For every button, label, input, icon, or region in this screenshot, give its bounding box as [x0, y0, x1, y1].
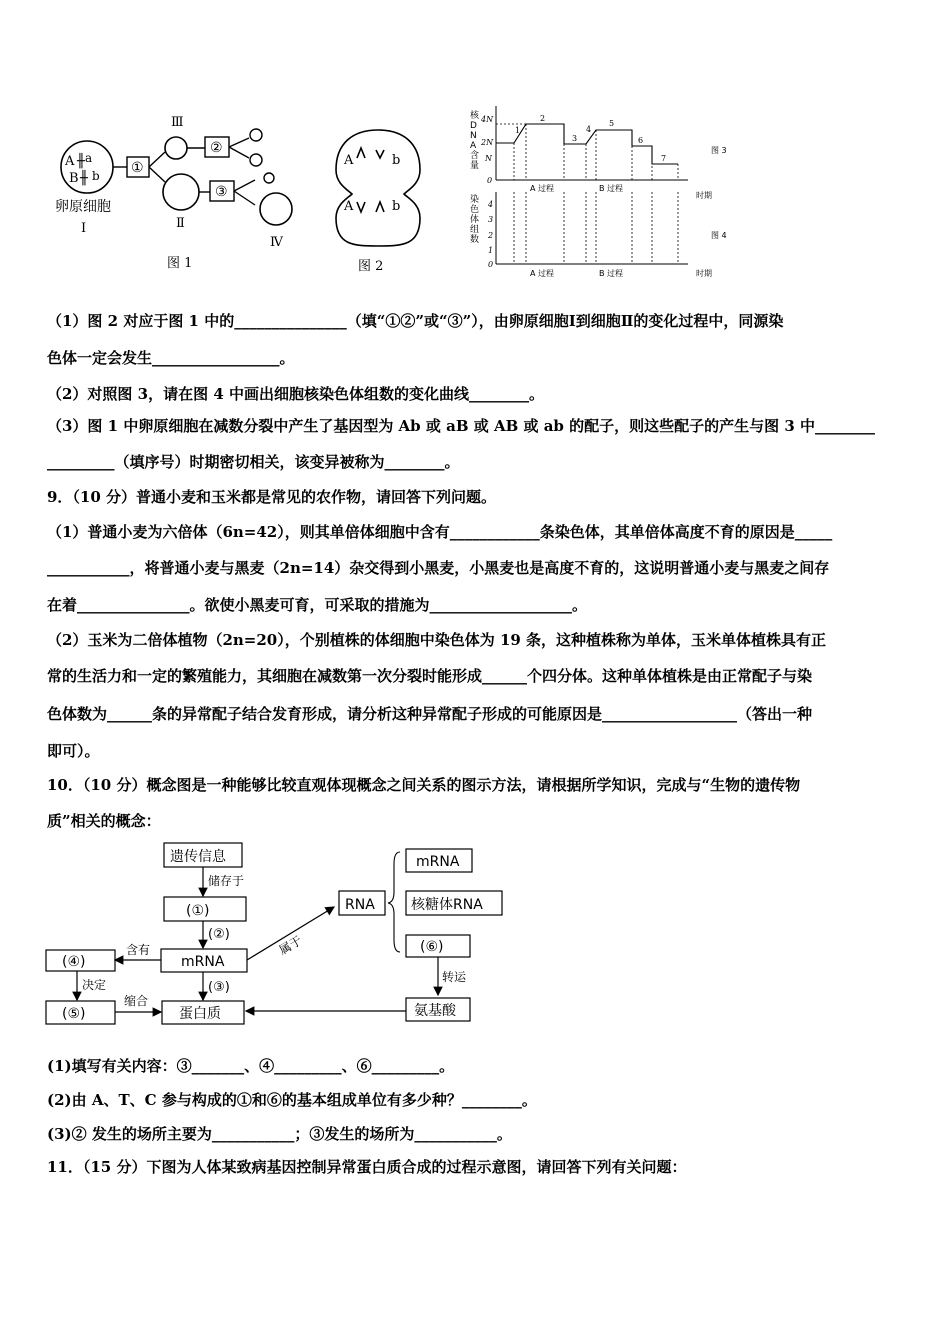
- fig3-tick-N: N: [485, 154, 492, 163]
- q9-title: 9．（10 分）普通小麦和玉米都是常见的农作物，请回答下列问题。: [47, 488, 497, 506]
- gene-B: B: [69, 171, 79, 186]
- cell-II: [163, 174, 199, 210]
- q10-part2: (2)由 A、T、C 参与构成的①和⑥的基本组成单位有多少种？________。: [47, 1091, 537, 1109]
- fig3-process-a: A 过程: [530, 184, 555, 193]
- bottom-right-gene: b: [392, 199, 401, 214]
- fig3-y-title: 核 D N A 含量: [470, 111, 480, 171]
- chromosome-marks-2: ╫: [80, 171, 88, 186]
- q8-part1-line1: （1）图 2 对应于图 1 中的_______________（填“①②”或“③”），由卵原细胞Ⅰ到细胞Ⅱ的变化过程中，同源染: [47, 312, 784, 330]
- label-II: Ⅱ: [176, 216, 185, 231]
- q10-title-line2: 质”相关的概念：: [47, 812, 161, 830]
- fig3-tick-0: 0: [487, 176, 493, 185]
- fig4-tick-0: 0: [488, 260, 494, 269]
- transport-label: 转运: [442, 970, 467, 984]
- top-left-gene: A: [344, 153, 354, 168]
- oocyte-label: 卵原细胞: [55, 199, 111, 215]
- stage-7: 7: [661, 154, 667, 163]
- rrna-label: 核糖体RNA: [411, 897, 483, 913]
- box-1-label: ①: [131, 160, 144, 176]
- fig4-process-b: B 过程: [599, 269, 624, 278]
- box-5-label: (⑤): [62, 1006, 86, 1022]
- box-1-concept-label: (①): [186, 903, 210, 919]
- q9-part1-line1: （1）普通小麦为六倍体（6n=42），则其单倍体细胞中含有____________条染色体，其单倍体高度不育的原因是_____: [47, 523, 833, 541]
- stage-1: 1: [515, 126, 521, 135]
- gene-b: b: [92, 169, 100, 183]
- stage-6: 6: [638, 136, 644, 145]
- belongs-to-label: 属于: [276, 933, 305, 958]
- fig4-tick-4: 4: [488, 200, 494, 209]
- box-3-label: ③: [215, 184, 228, 200]
- fig4-tick-3: 3: [488, 215, 494, 224]
- genetic-info-label: 遗传信息: [170, 849, 226, 865]
- q9-part2-line3: 色体数为______条的异常配子结合发育形成，请分析这种异常配子形成的可能原因是__________________（答出一种: [47, 705, 813, 723]
- determines-label: 决定: [82, 978, 107, 992]
- fig4-x-label: 时期: [696, 269, 712, 278]
- fig3-caption: 图 3: [711, 146, 727, 155]
- arrow-3-label: (③): [208, 980, 230, 995]
- q9-part2-line1: （2）玉米为二倍体植物（2n=20），个别植株的体细胞中染色体为 19 条，这种植株称为单体，玉米单体植株具有正: [47, 631, 827, 649]
- figure-2: [328, 118, 428, 283]
- cell-IV: [260, 193, 292, 225]
- bottom-left-gene: A: [344, 199, 354, 214]
- label-I: Ⅰ: [81, 221, 87, 236]
- chromosome-marks: ╫: [77, 154, 85, 169]
- rna-label: RNA: [345, 897, 375, 913]
- label-III: Ⅲ: [171, 115, 184, 130]
- dividing-cell: [336, 130, 420, 246]
- box-6-label: (⑥): [420, 939, 444, 955]
- concept-map: [44, 840, 514, 1030]
- stage-5: 5: [609, 119, 615, 128]
- brace: [388, 852, 400, 952]
- mrna-right-label: mRNA: [416, 854, 460, 870]
- fig3-tick-2N: 2N: [481, 138, 494, 147]
- fig3-x-label: 时期: [696, 191, 712, 200]
- figure-2-caption: 图 2: [358, 259, 384, 274]
- gene-a: a: [85, 151, 93, 165]
- arrow-2-label: (②): [208, 927, 230, 942]
- box-2-label: ②: [210, 140, 223, 156]
- q10-part3: (3)② 发生的场所主要为___________；③发生的场所为___________。: [47, 1125, 512, 1143]
- q8-part3-line2: _________（填序号）时期密切相关，该变异被称为________。: [47, 453, 460, 471]
- stage-2: 2: [540, 114, 546, 123]
- q9-part1-line3: 在着_______________。欲使小黑麦可育，可采取的措施为___________________。: [47, 596, 588, 614]
- gene-A: A: [65, 154, 75, 169]
- contains-label: 含有: [126, 943, 151, 957]
- fig4-tick-1: 1: [488, 246, 494, 255]
- figure-1: [55, 110, 305, 285]
- q10-title-line1: 10．（10 分）概念图是一种能够比较直观体现概念之间关系的图示方法，请根据所学知识，完成与“生物的遗传物: [47, 776, 801, 794]
- figure-1-caption: 图 1: [167, 256, 193, 271]
- q8-part1-line2: 色体一定会发生_________________。: [47, 349, 295, 367]
- fig3-tick-4N: 4N: [481, 115, 494, 124]
- q9-part1-line2: ___________，将普通小麦与黑麦（2n=14）杂交得到小黑麦，小黑麦也是高度不育的，这说明普通小麦与黑麦之间存: [47, 559, 830, 577]
- fig4-y-title: 染色体组数: [470, 195, 480, 245]
- label-IV: Ⅳ: [270, 235, 283, 250]
- cell-III: [165, 137, 187, 159]
- q9-part2-line4: 即可）。: [47, 742, 100, 760]
- q10-part1: (1)填写有关内容：③_______、④_________、⑥_________。: [47, 1057, 455, 1075]
- q9-part2-line2: 常的生活力和一定的繁殖能力，其细胞在减数第一次分裂时能形成______个四分体。这种单体植株是由正常配子与染: [47, 667, 813, 685]
- figures-3-4: [466, 98, 746, 284]
- stage-4: 4: [586, 125, 592, 134]
- condense-label: 缩合: [124, 994, 149, 1008]
- protein-label: 蛋白质: [179, 1006, 221, 1022]
- mrna-mid-label: mRNA: [181, 954, 225, 970]
- top-right-gene: b: [392, 153, 401, 168]
- stored-in-label: 储存于: [208, 874, 245, 888]
- amino-acid-label: 氨基酸: [414, 1003, 456, 1019]
- fig4-caption: 图 4: [711, 231, 727, 240]
- fig3-process-b: B 过程: [599, 184, 624, 193]
- fig4-tick-2: 2: [488, 231, 494, 240]
- q8-part3-line1: （3）图 1 中卵原细胞在减数分裂中产生了基因型为 Ab 或 aB 或 AB 或 ab 的配子，则这些配子的产生与图 3 中________: [47, 417, 876, 435]
- q11-title: 11．（15 分）下图为人体某致病基因控制异常蛋白质合成的过程示意图，请回答下列有关问题：: [47, 1158, 687, 1176]
- box-4-label: (④): [62, 954, 86, 970]
- q8-part2: （2）对照图 3，请在图 4 中画出细胞核染色体组数的变化曲线________。: [47, 385, 544, 403]
- fig4-process-a: A 过程: [530, 269, 555, 278]
- stage-3: 3: [572, 134, 578, 143]
